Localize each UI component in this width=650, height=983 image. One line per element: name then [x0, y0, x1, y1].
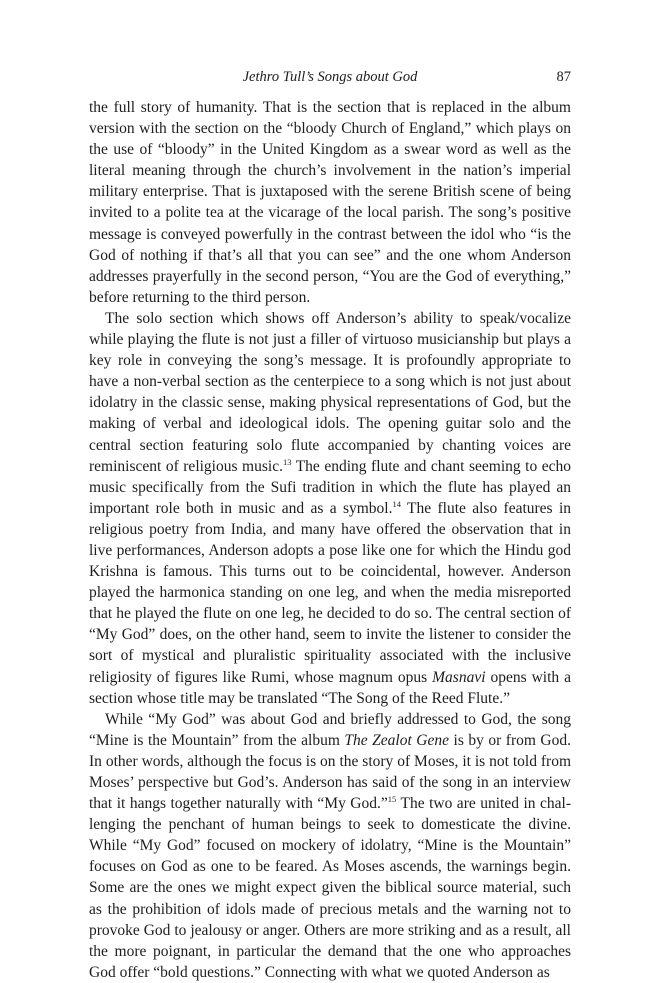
body-text — [89, 97, 571, 983]
paragraph-2-text-c: The flute also features in religious poetry from India, and many have offered the observation that in live performances, Anderson adopts a pose like one for which the Hindu god Krishna is famous. This turns out to be coincidental, however. Anderson played the harmonica standing on one leg, and when the media misreported that he played the flute on one leg, he decided to do so. The central section of “My God” does, on the other hand, seem to invite the listener to consider the sort of mystical and pluralistic spirituality associated with the inclusive religiosity of figures like Rumi, whose magnum opus — [89, 499, 571, 686]
paragraph-2-text-d: opens with a section whose title may be translated “The Song of the Reed Flute.” — [89, 668, 571, 707]
paragraph-1-text: the full story of humanity. That is the section that is replaced in the album version with the section on the “bloody Church of England,” which plays on the use of “bloody” in the United Kingdom as a swear word as well as the literal meaning through the church’s involvement in the nation’s imperial military enterprise. That is juxtaposed with the serene British scene of being invited to a polite tea at the vicarage of the local parish. The song’s positive message is conveyed powerfully in the contrast between the idol who “is the God of nothing if that’s all that you can see” and the one whom Anderson addresses prayerfully in the second person, “You are the God of everything,” before returning to the third person. — [89, 99, 571, 306]
paragraph-3-text-c: The two are united in challenging the penchant of human beings to seek to domesticate the divine. While “My God” focused on mockery of idolatry, “Mine is the Mountain” focuses on God as one to be feared. As Moses ascends, the warnings begin. Some are the ones we might expect given the biblical source material, such as the prohibition of idols made of precious metals and the warning not to provoke God to jealousy or anger. Others are more striking and as a result, all the more poignant, in particular the demand that the one who approaches God offer “bold questions.” Connecting with what we quoted Anderson as — [89, 795, 571, 981]
paragraph-2-text-b: The ending flute and chant seeming to echo music specifically from the Sufi tradition in which the flute has played an important role both in music and as a symbol. — [89, 457, 571, 517]
running-head — [89, 66, 571, 88]
footnote-ref-15[interactable]: 15 — [387, 793, 397, 804]
paragraph-1 — [89, 97, 571, 308]
running-title: Jethro Tull’s Songs about God — [242, 69, 418, 85]
paragraph-3-text-b: is by or from God. In other words, although the focus is on the story of Moses, it is not told from Moses’ perspective but God’s. Anderson has said of the song in an interview that it hangs together naturally with “My God.” — [89, 731, 571, 813]
footnote-ref-14[interactable]: 14 — [392, 498, 401, 509]
page-number: 87 — [556, 69, 571, 85]
paragraph-3 — [89, 709, 571, 983]
paragraph-2 — [89, 308, 571, 709]
footnote-ref-13[interactable]: 13 — [282, 456, 292, 467]
paragraph-2-text-a: The solo section which shows off Anderson’s ability to speak/vocalize while playing the flute is not just a filler of virtuoso musicianship but plays a key role in conveying the song’s message. It is profoundly appropriate to have a non-verbal section as the centerpiece to a song which is not just about idolatry in the classic sense, making physical representations of God, but the making of verbal and ideological idols. The opening guitar solo and the central section featuring solo flute accompanied by chanting voices are reminiscent of religious music. — [89, 309, 571, 475]
album-title-zealot-gene: The Zealot Gene — [344, 731, 449, 749]
paragraph-3-text-a: While “My God” was about God and briefly addressed to God, the song “Mine is the Mountain” from the album — [89, 710, 571, 749]
masnavi-title: Masnavi — [432, 668, 486, 686]
